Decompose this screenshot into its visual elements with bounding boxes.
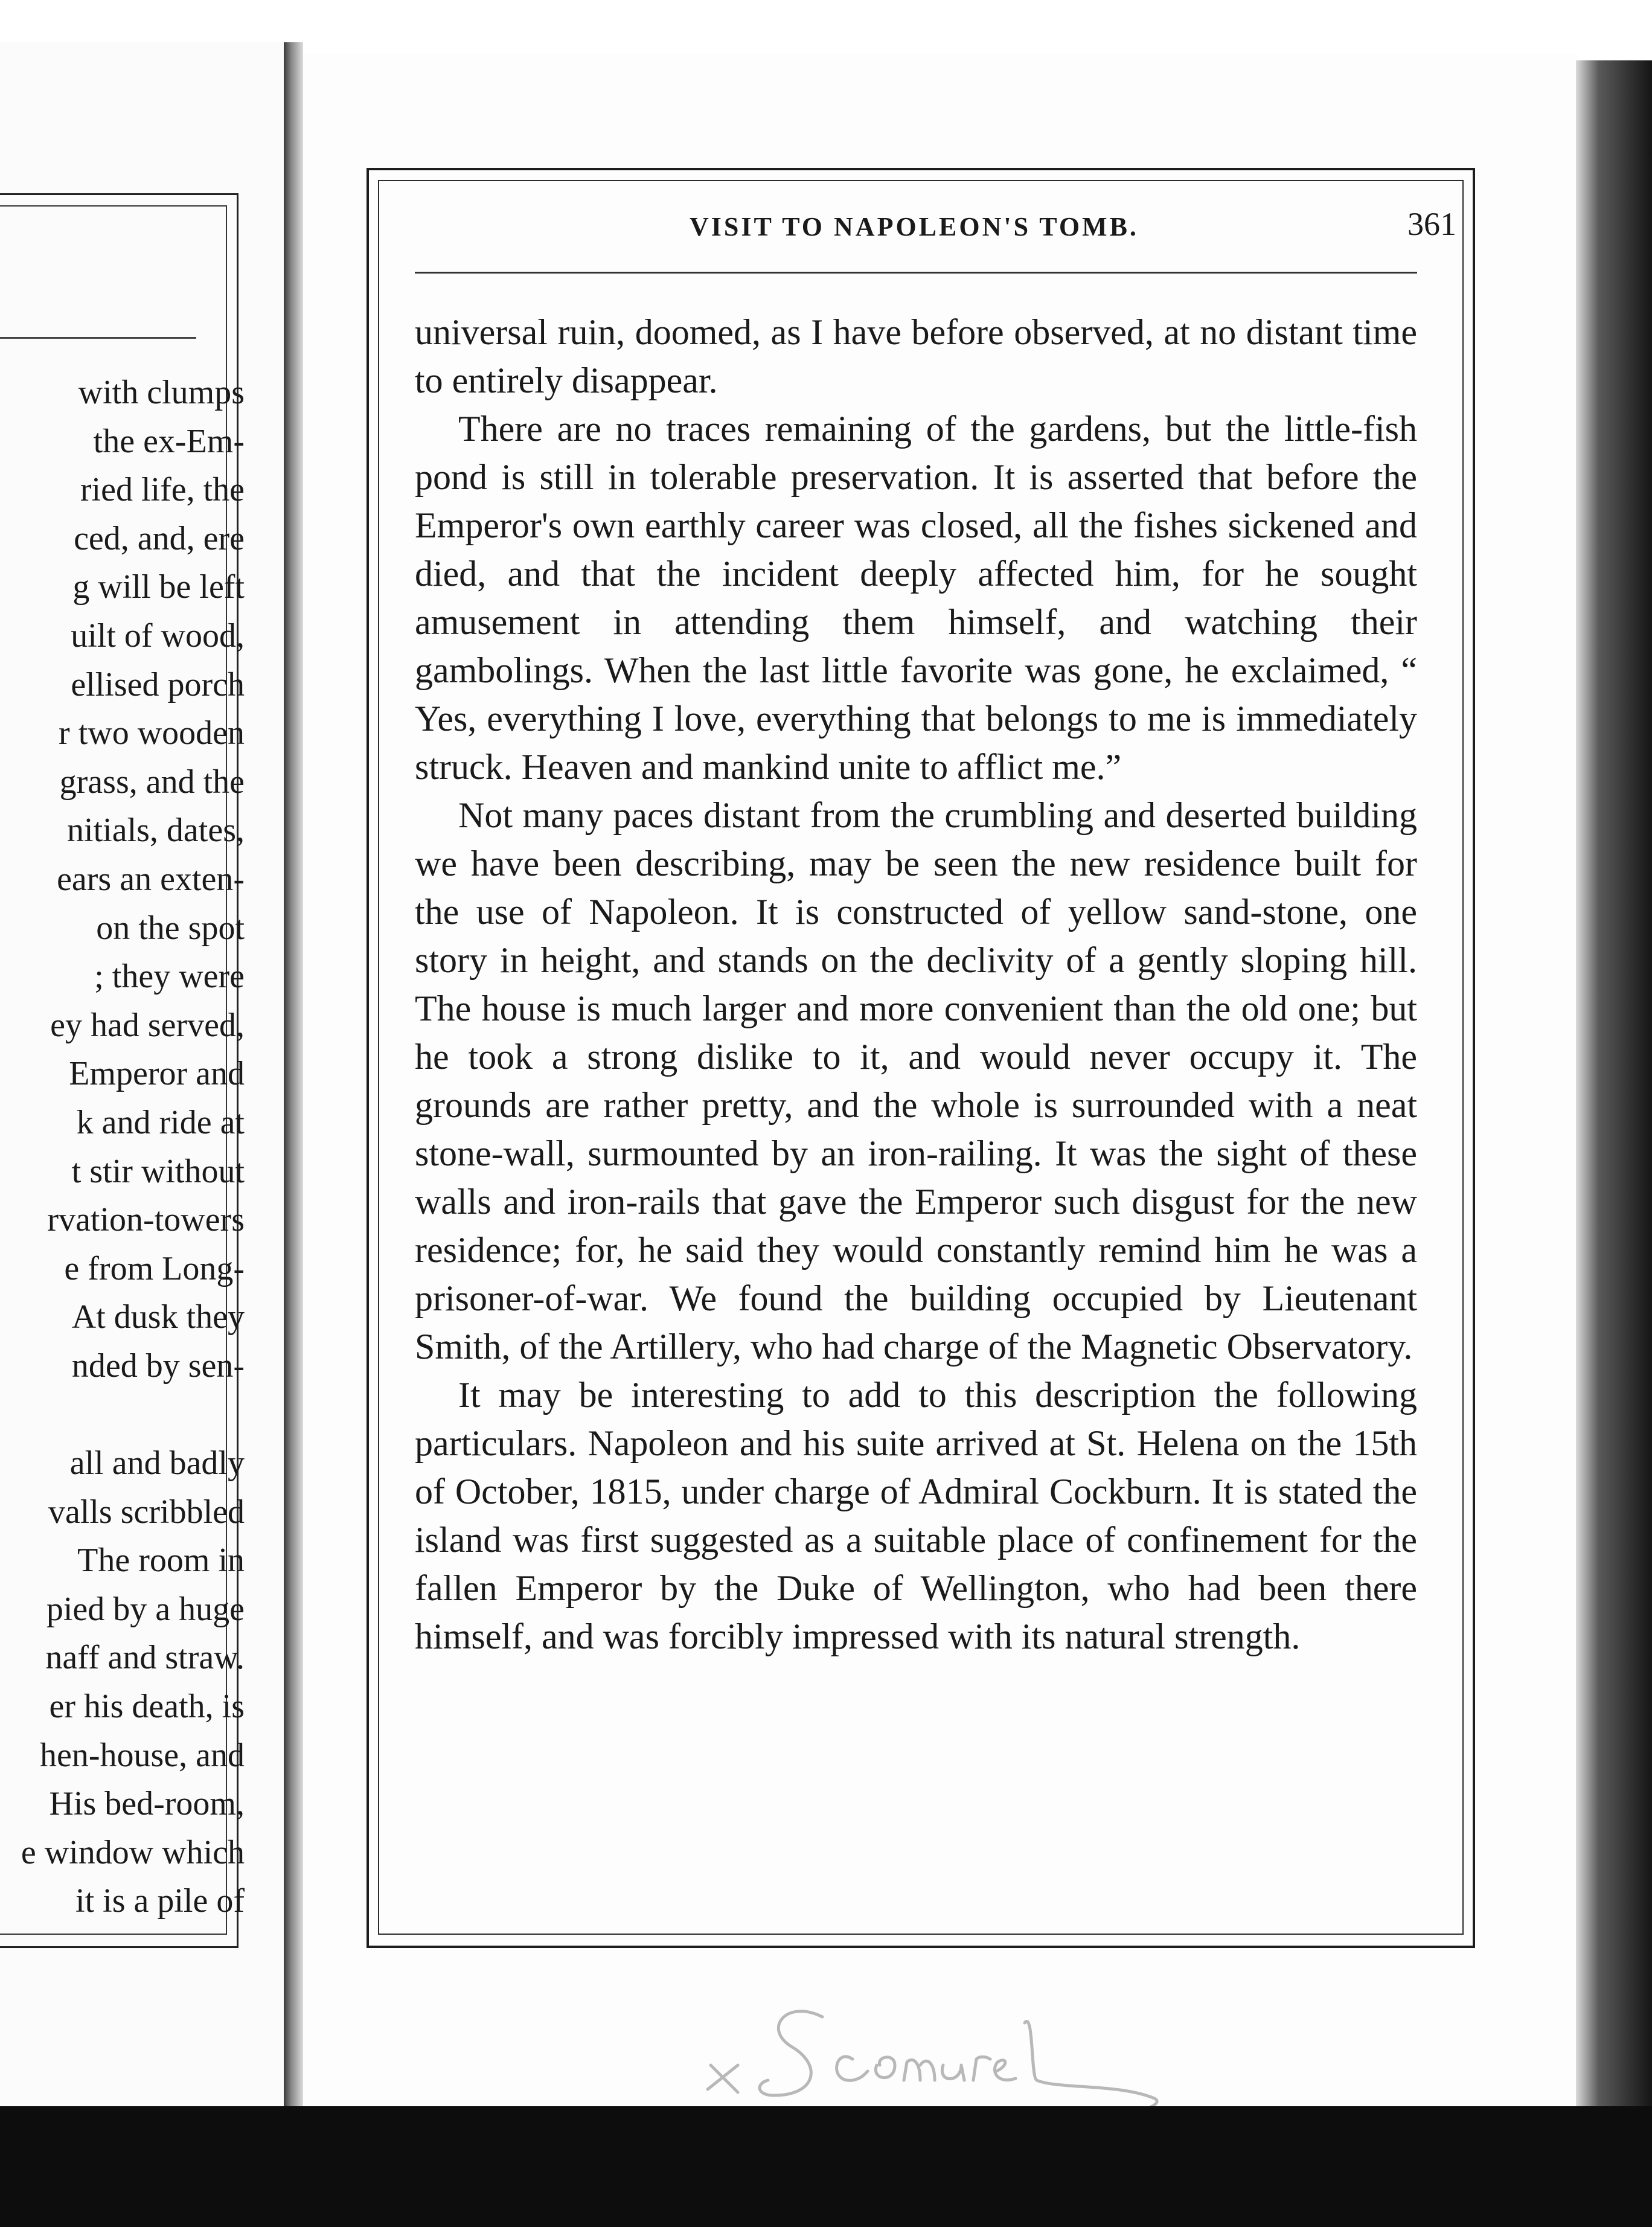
left-line: Emperor and	[69, 1055, 245, 1093]
left-line: e from Long-	[64, 1249, 245, 1287]
running-head	[690, 205, 1468, 254]
left-facing-page	[0, 42, 286, 2107]
scan-top-margin	[284, 0, 1652, 60]
left-line: t stir without	[71, 1152, 245, 1190]
right-page	[303, 54, 1577, 2107]
left-line: all and badly	[69, 1444, 245, 1482]
left-line: ; they were	[94, 958, 245, 996]
head-rule	[415, 272, 1417, 274]
paragraph: It may be interesting to add to this description the following particulars. Napoleon and his suite arrived at St. Helena on the 15th of October, 1815, under charge of Admiral Cockburn. It is stated the island was first suggested as a suitable place of confinement for the fallen Emperor by the Duke of Wellington, who had been there himself, and was forcibly impressed with its natural strength.	[415, 1375, 1417, 1656]
left-line: ears an exten-	[57, 860, 245, 898]
left-line: At dusk they	[71, 1298, 245, 1336]
left-line: uilt of wood,	[71, 617, 245, 655]
left-line: valls scribbled	[48, 1493, 245, 1531]
left-line: r two wooden	[59, 714, 245, 752]
left-line: rvation-towers	[47, 1201, 245, 1239]
paragraph: Not many paces distant from the crumbling and deserted building we have been describing, may be seen the new residence built for the use of Napoleon. It is constructed of yellow sand-stone, one story in height, and stands on the declivity of a gently sloping hill. The house is much larger and more convenient than the old one; but he took a strong dislike to it, and would never occupy it. The grounds are rather pretty, and the whole is surrounded with a neat stone-wall, surmounted by an iron-railing. It was the sight of these walls and iron-rails that gave the Emperor such disgust for the new residence; for, he said they would constantly remind him he was a prisoner-of-war. We found the building occupied by Lieutenant Smith, of the Artillery, who had charge of the Magnetic Observatory.	[415, 795, 1417, 1367]
left-line: ellised porch	[71, 665, 245, 703]
body-text	[415, 308, 1417, 1661]
left-line: with clumps	[78, 374, 245, 411]
paragraph: universal ruin, doomed, as I have before observed, at no distant time to entirely disappear.	[415, 312, 1417, 400]
left-line: ried life, the	[80, 471, 245, 509]
left-line: er his death, is	[49, 1688, 245, 1726]
left-line: grass, and the	[59, 763, 245, 801]
scan-bottom-shadow	[0, 2106, 1652, 2227]
left-line: ced, and, ere	[74, 519, 245, 557]
left-page-head-rule	[0, 337, 196, 339]
left-line: nded by sen-	[71, 1347, 245, 1385]
left-line: naff and straw.	[45, 1639, 245, 1677]
left-line: pied by a huge	[46, 1590, 245, 1628]
paragraph: There are no traces remaining of the gardens, but the little-fish pond is still in tolerable preservation. It is asserted that before the Emperor's own earthly career was closed, all the fishes sickened and died, and that the incident deeply affected him, for he sought amusement in attending them himself, and watching their gambolings. When the last little favorite was gone, he exclaimed, “ Yes, everything I love, everything that belongs to me is immediately struck. Heaven and mankind unite to afflict me.”	[415, 409, 1417, 787]
left-line: nitials, dates,	[67, 812, 245, 850]
left-line: hen-house, and	[39, 1736, 245, 1774]
left-line: e window which	[21, 1833, 245, 1871]
left-line: k and ride at	[76, 1103, 245, 1141]
running-title: VISIT TO NAPOLEON'S TOMB.	[690, 212, 1139, 242]
left-line: The room in	[77, 1542, 245, 1580]
left-line: g will be left	[72, 568, 245, 606]
left-line: His bed-room,	[49, 1785, 245, 1823]
page-number: 361	[1407, 206, 1456, 242]
left-line: on the spot	[96, 909, 245, 947]
left-line: it is a pile of	[75, 1882, 245, 1920]
page-edge-shadow	[1576, 60, 1652, 2107]
left-line	[0, 1390, 245, 1439]
left-page-text	[0, 368, 245, 1926]
left-line: ey had served,	[50, 1006, 245, 1044]
left-line: the ex-Em-	[93, 422, 245, 460]
book-gutter	[284, 42, 303, 2107]
